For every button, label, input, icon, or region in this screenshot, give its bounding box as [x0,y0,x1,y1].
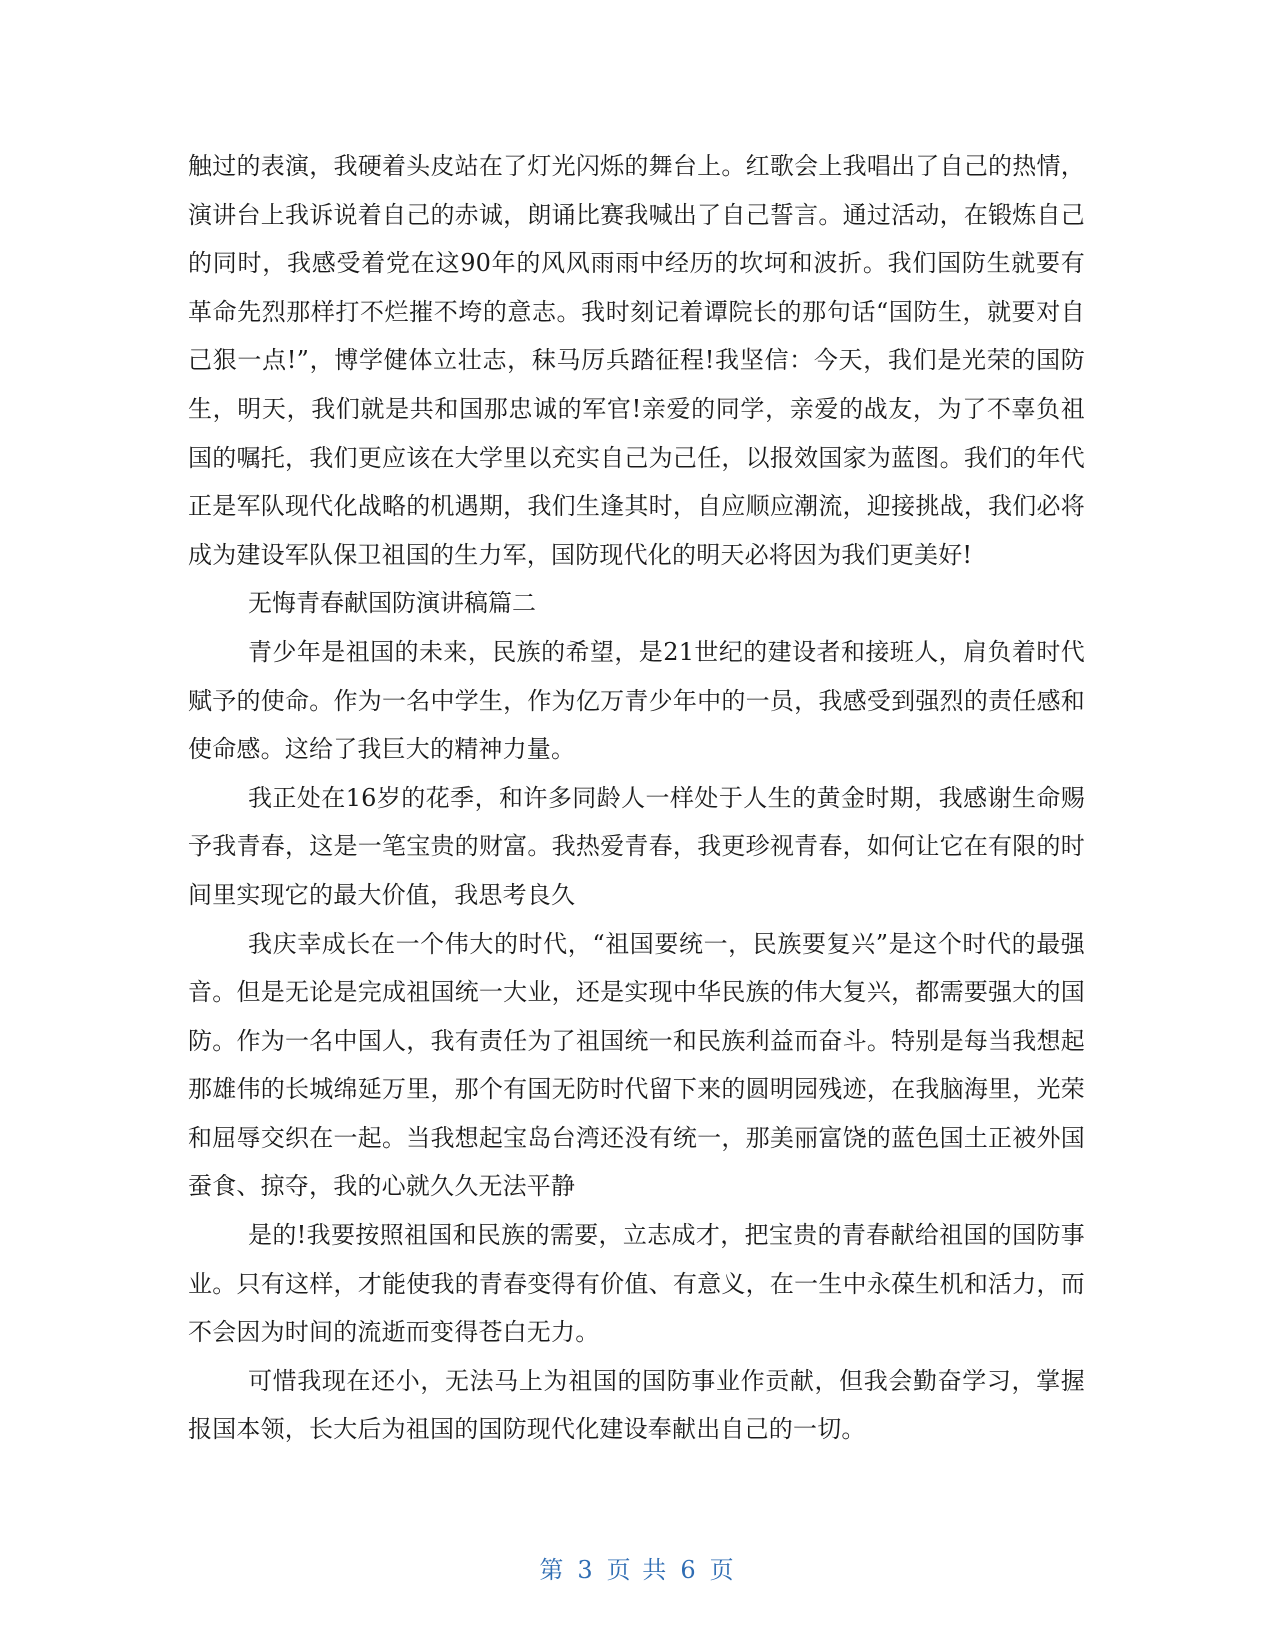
footer-middle: 页 共 [606,1556,669,1584]
section-heading: 无悔青春献国防演讲稿篇二 [248,589,536,618]
document-body [188,142,1085,1454]
current-page-number: 3 [577,1556,595,1584]
page-footer [0,1550,1275,1585]
paragraph-3: 我庆幸成长在一个伟大的时代，“祖国要统一，民族要复兴”是这个时代的最强音。但是无论是完成祖国统一大业，还是实现中华民族的伟大复兴，都需要强大的国防。作为一名中国人，我有责任为了祖国统一和民族利益而奋斗。特别是每当我想起那雄伟的长城绵延万里，那个有国无防时代留下来的圆明园残迹，在我脑海里，光荣和屈辱交织在一起。当我想起宝岛台湾还没有统一，那美丽富饶的蓝色国土正被外国蚕食、掠夺，我的心就久久无法平静 [188,929,1085,1201]
paragraph-2: 我正处在16岁的花季，和许多同龄人一样处于人生的黄金时期，我感谢生命赐予我青春，这是一笔宝贵的财富。我热爱青春，我更珍视青春，如何让它在有限的时间里实现它的最大价值，我思考良久 [188,783,1085,909]
paragraph-5: 可惜我现在还小，无法马上为祖国的国防事业作贡献，但我会勤奋学习，掌握报国本领，长大后为祖国的国防现代化建设奉献出自己的一切。 [188,1366,1085,1444]
footer-prefix: 第 [539,1556,566,1584]
paragraph-1: 青少年是祖国的未来，民族的希望，是21世纪的建设者和接班人，肩负着时代赋予的使命。作为一名中学生，作为亿万青少年中的一员，我感受到强烈的责任感和使命感。这给了我巨大的精神力量。 [188,637,1085,764]
footer-suffix: 页 [709,1556,736,1584]
paragraph-4: 是的!我要按照祖国和民族的需要，立志成才，把宝贵的青春献给祖国的国防事业。只有这样，才能使我的青春变得有价值、有意义，在一生中永葆生机和活力，而不会因为时间的流逝而变得苍白无力。 [188,1221,1085,1347]
total-page-number: 6 [680,1556,698,1584]
paragraph-continued: 触过的表演，我硬着头皮站在了灯光闪烁的舞台上。红歌会上我唱出了自己的热情，演讲台上我诉说着自己的赤诚，朗诵比赛我喊出了自己誓言。通过活动，在锻炼自己的同时，我感受着党在这90年的风风雨雨中经历的坎坷和波折。我们国防生就要有革命先烈那样打不烂摧不垮的意志。我时刻记着谭院长的那句话“国防生，就要对自己狠一点!”，博学健体立壮志，秣马厉兵踏征程!我坚信：今天，我们是光荣的国防生，明天，我们就是共和国那忠诚的军官!亲爱的同学，亲爱的战友，为了不辜负祖国的嘱托，我们更应该在大学里以充实自己为己任，以报效国家为蓝图。我们的年代正是军队现代化战略的机遇期，我们生逢其时，自应顺应潮流，迎接挑战，我们必将成为建设军队保卫祖国的生力军，国防现代化的明天必将因为我们更美好! [188,152,1085,569]
